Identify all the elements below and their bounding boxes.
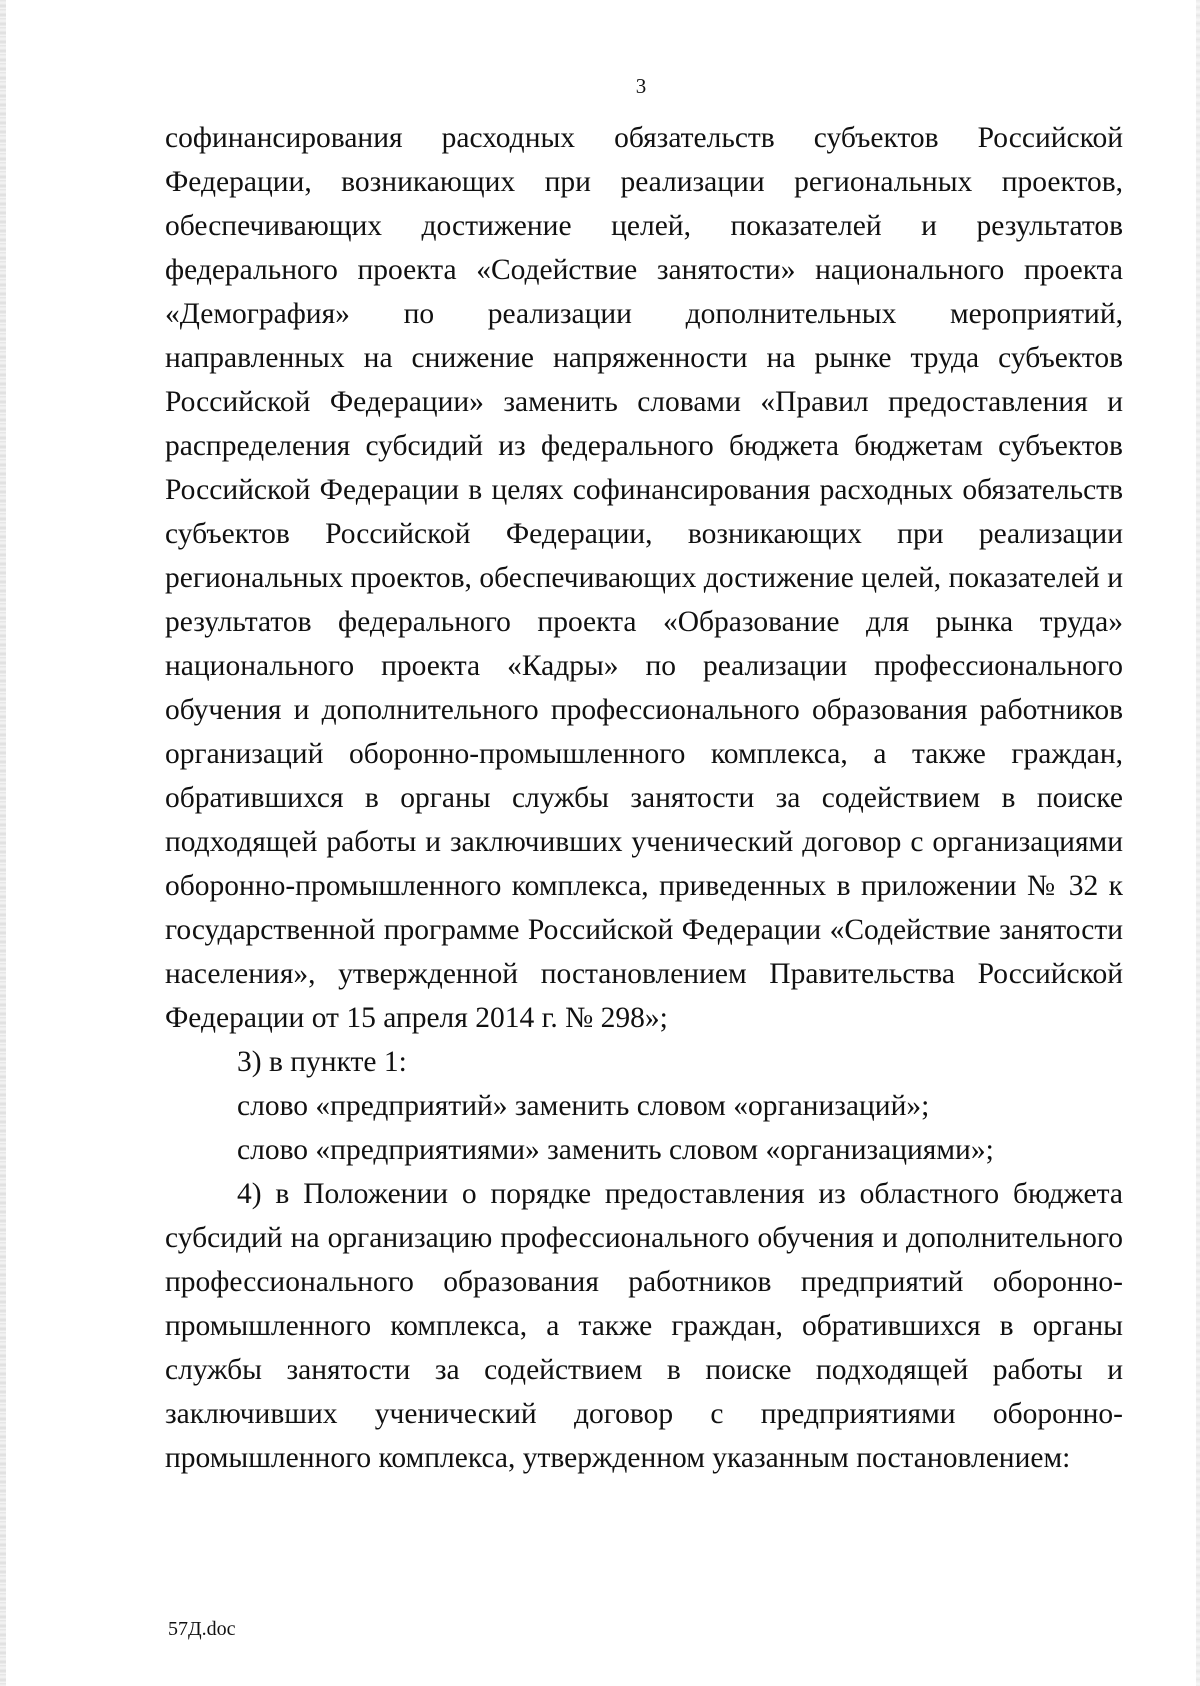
paragraph-item-4: 4) в Положении о порядке предоставления из областного бюджета субсидий на организацию профессионального обучения и дополнительного профессионального образования работников предприятий оборонно-промышленного комплекса, а также граждан, обратившихся в органы службы занятости за содействием в поиске подходящей работы и заключивших ученический договор с предприятиями оборонно-промышленного комплекса, утвержденном указанным постановлением: [165,1178,1123,1474]
scan-edge-left [0,0,6,1686]
paragraph-item-3: 3) в пункте 1: [237,1046,407,1078]
footer-filename: 57Д.doc [168,1618,236,1640]
scan-edge-right [1196,0,1200,1686]
paragraph-replace-1: слово «предприятий» заменить словом «организаций»; [237,1090,930,1122]
document-body [165,116,1123,1480]
page-number: 3 [635,74,647,98]
paragraph-replace-2: слово «предприятиями» заменить словом «организациями»; [237,1134,994,1166]
paragraph-continuation: софинансирования расходных обязательств субъектов Российской Федерации, возникающих при реализации региональных проектов, обеспечивающих достижение целей, показателей и результатов федерального проекта «Содействие занятости» национального проекта «Демография» по реализации дополнительных мероприятий, направленных на снижение напряженности на рынке труда субъектов Российской Федерации» заменить словами «Правил предоставления и распределения субсидий из федерального бюджета бюджетам субъектов Российской Федерации в целях софинансирования расходных обязательств субъектов Российской Федерации, возникающих при реализации региональных проектов, обеспечивающих достижение целей, показателей и результатов федерального проекта «Образование для рынка труда» национального проекта «Кадры» по реализации профессионального обучения и дополнительного профессионального образования работников организаций оборонно-промышленного комплекса, а также граждан, обратившихся в органы службы занятости за содействием в поиске подходящей работы и заключивших ученический договор с организациями оборонно-промышленного комплекса, приведенных в приложении № 32 к государственной программе Российской Федерации «Содействие занятости населения», утвержденной постановлением Правительства Российской Федерации от 15 апреля 2014 г. № 298»; [165,122,1123,1034]
